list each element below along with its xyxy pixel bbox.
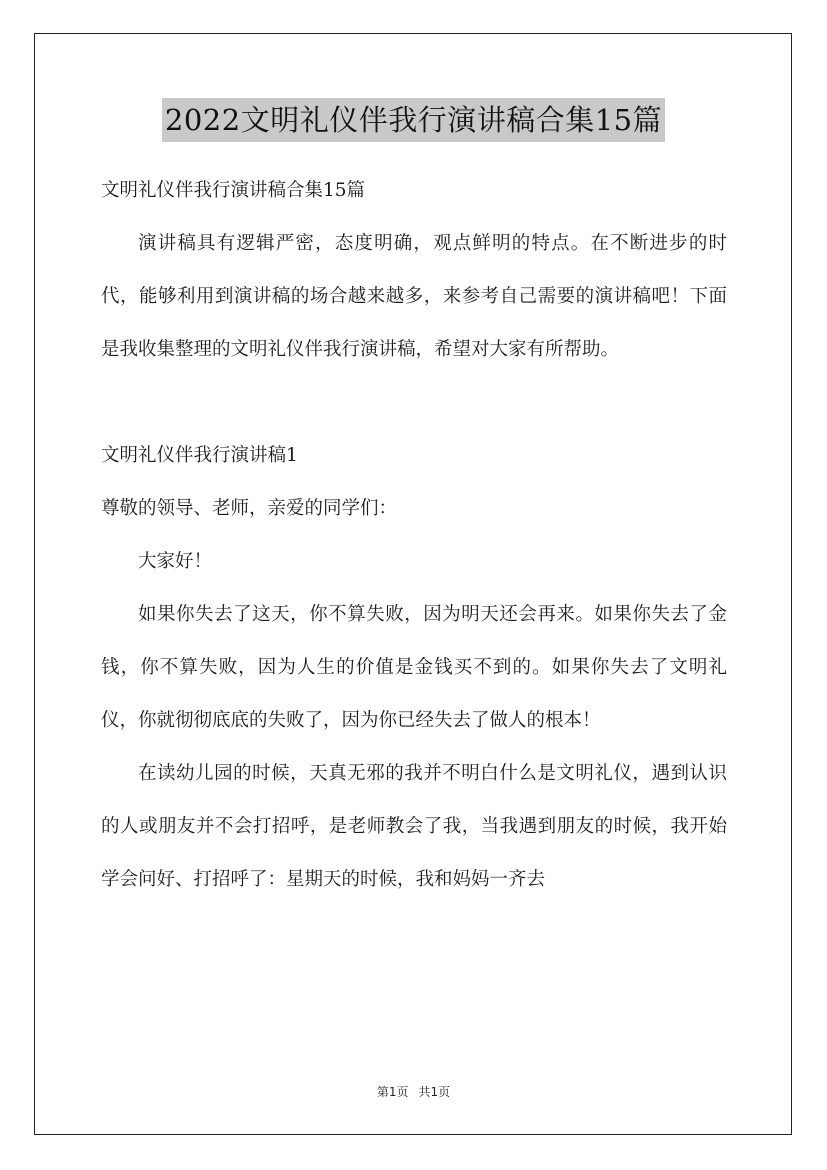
document-title: 2022文明礼仪伴我行演讲稿合集15篇 (162, 98, 665, 142)
paragraph-gap (101, 376, 727, 429)
body-paragraph-1: 如果你失去了这天，你不算失败，因为明天还会再来。如果你失去了金钱，你不算失败，因为人生的价值是金钱买不到的。如果你失去了文明礼仪，你就彻彻底底的失败了，因为你已经失去了做人的根本！ (101, 604, 727, 731)
document-body (101, 164, 727, 906)
intro-paragraph: 演讲稿具有逻辑严密，态度明确，观点鲜明的特点。在不断进步的时代，能够利用到演讲稿的场合越来越多，来参考自己需要的演讲稿吧！下面是我收集整理的文明礼仪伴我行演讲稿，希望对大家有所帮助。 (101, 233, 727, 360)
salutation: 尊敬的领导、老师，亲爱的同学们： (101, 498, 398, 519)
page-footer (0, 1083, 827, 1100)
page-number: 第1页 (376, 1085, 409, 1099)
document-subtitle: 文明礼仪伴我行演讲稿合集15篇 (101, 180, 366, 201)
title-container (0, 98, 827, 142)
body-paragraph-2: 在读幼儿园的时候，天真无邪的我并不明白什么是文明礼仪，遇到认识的人或朋友并不会打招呼，是老师教会了我，当我遇到朋友的时候，我开始学会问好、打招呼了：星期天的时候，我和妈妈一齐去 (101, 763, 727, 890)
page-total: 共1页 (418, 1085, 451, 1099)
greeting: 大家好！ (138, 551, 213, 572)
section-heading: 文明礼仪伴我行演讲稿1 (101, 445, 298, 466)
